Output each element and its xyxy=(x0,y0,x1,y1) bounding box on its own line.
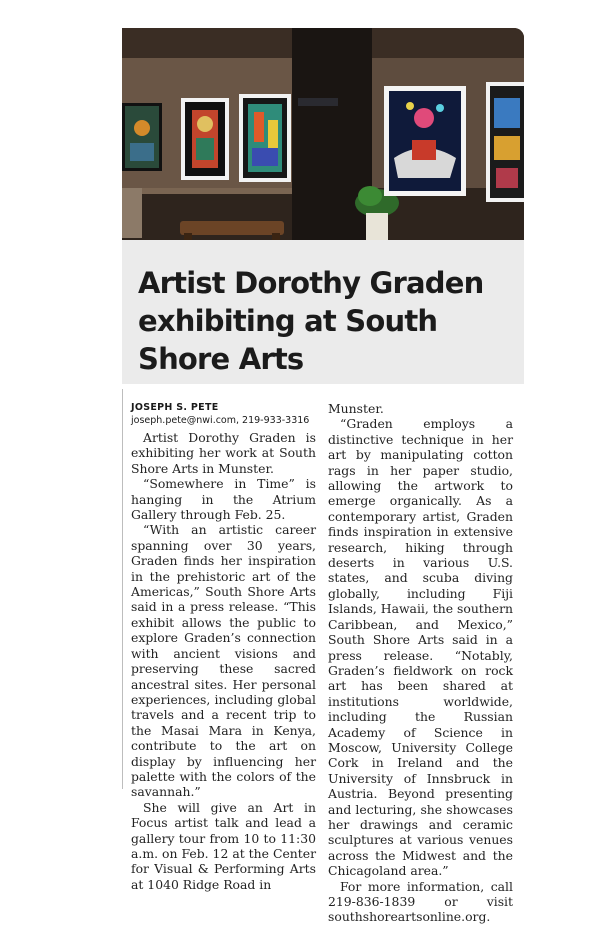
paragraph: “With an artistic career spanning over 30 years, Graden finds her inspiration in the prehistoric art of the Americas,” South Shore Arts said in a press release. “This exhibit allows the public to explore Graden’s connection with ancient visions and preserving these sacred ancestral sites. Her personal experiences, including global travels and a recent trip to the Masai Mara in Kenya, contribute to the art on display by influencing her palette with the colors of the savannah.” xyxy=(131,522,316,800)
paragraph-continuation: Munster. xyxy=(328,401,384,416)
headline-box xyxy=(122,240,524,384)
headline: Artist Dorothy Graden exhibiting at South Shore Arts xyxy=(138,266,484,376)
paragraph: For more information, call 219-836-1839 or visit southshoreartsonline.org. xyxy=(328,878,513,925)
article-column-1 xyxy=(131,401,316,892)
gallery-illustration xyxy=(122,28,524,240)
article-column-2 xyxy=(328,401,513,925)
paragraph: Artist Dorothy Graden is exhibiting her work at South Shore Arts in Munster. xyxy=(131,430,316,476)
paragraph: “Graden employs a distinctive technique in her art by manipulating cotton rags in her paper studio, allowing the artwork to emerge organically. As a contemporary artist, Graden finds inspiration in extensive research, hiking through deserts in various U.S. states, and scuba diving globally, including Fiji Islands, Hawaii, the southern Caribbean, and Mexico,” South Shore Arts said in a press release. “Notably, Graden’s fieldwork on rock art has been shared at institutions worldwide, including the Russian Academy of Science in Moscow, University College Cork in Ireland and the University of Innsbruck in Austria. Beyond presenting and lecturing, she showcases her drawings and ceramic sculptures at various venues across the Midwest and the Chicagoland area.” xyxy=(328,416,513,879)
author-contact: joseph.pete@nwi.com, 219-933-3316 xyxy=(131,415,310,426)
column-rule xyxy=(122,389,123,789)
gallery-photo xyxy=(122,28,524,240)
paragraph: She will give an Art in Focus artist talk and lead a gallery tour from 10 to 11:30 a.m. on Feb. 12 at the Center for Visual & Performing Arts at 1040 Ridge Road in xyxy=(131,799,316,892)
author-name: JOSEPH S. PETE xyxy=(131,402,219,413)
paragraph: “Somewhere in Time” is hanging in the Atrium Gallery through Feb. 25. xyxy=(131,476,316,523)
